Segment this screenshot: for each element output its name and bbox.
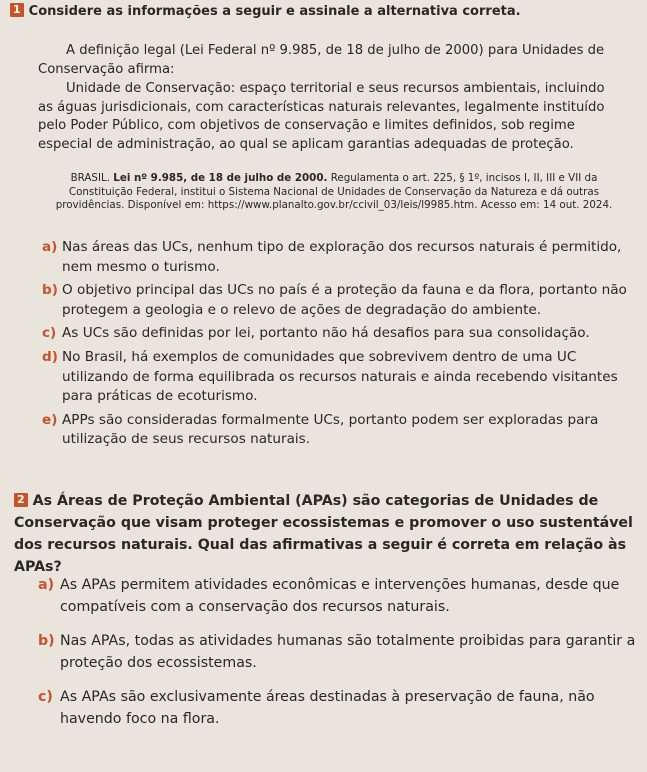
option-text: As APAs são exclusivamente áreas destinadas à preservação de fauna, não havendo foco na flora.	[60, 689, 595, 727]
legal-quote	[38, 42, 618, 155]
option-letter: c)	[42, 325, 57, 342]
quote-body: Unidade de Conservação: espaço territorial e seus recursos ambientais, incluindo as águas jurisdicionais, com características naturais relevantes, legalmente instituído pelo Poder Público, com objetivos de conservação e limites definidos, sob regime especial de administração, ao qual se aplicam garantias adequadas de proteção.	[38, 81, 605, 152]
option-letter: a)	[38, 577, 55, 593]
quote-intro: A definição legal (Lei Federal nº 9.985, de 18 de julho de 2000) para Unidades de Conservação afirma:	[38, 43, 605, 77]
option-text: O objetivo principal das UCs no país é a proteção da fauna e da flora, portanto não protegem a geologia e o relevo de ações de degradação do ambiente.	[62, 282, 627, 318]
option-letter: a)	[42, 239, 58, 255]
option-letter: b)	[42, 282, 58, 299]
option-text: APPs são consideradas formalmente UCs, portanto podem ser exploradas para utilização de seus recursos naturais.	[62, 411, 599, 448]
q2-option-b[interactable]	[38, 631, 638, 674]
ref-rest: Regulamenta o art. 225, § 1º, incisos I, II, III e VII da Constituição Federal, institui o Sistema Nacional de Unidades de Conservação da Natureza e dá outras providências. Disponível em: https://www.planalto.gov.br/ccivil_03/leis/l9985.htm. Acesso em: 14 out. 2024.	[55, 172, 613, 212]
ref-author: BRASIL.	[70, 172, 111, 184]
q1-option-b[interactable]	[42, 281, 632, 320]
q1-option-d[interactable]	[42, 348, 632, 407]
question-1-options	[42, 238, 632, 454]
option-text: Nas áreas das UCs, nenhum tipo de exploração dos recursos naturais é permitido, nem mesmo o turismo.	[62, 239, 622, 275]
bibliographic-reference	[44, 172, 624, 213]
option-text: No Brasil, há exemplos de comunidades que sobrevivem dentro de uma UC utilizando de forma equilibrada os recursos naturais e ainda recebendo visitantes para práticas de ecoturismo.	[62, 348, 618, 405]
option-letter: d)	[42, 348, 58, 365]
q1-option-e[interactable]	[42, 411, 632, 450]
q1-option-a[interactable]	[42, 238, 632, 277]
option-letter: e)	[42, 411, 58, 428]
question-2-heading-text: As Áreas de Proteção Ambiental (APAs) são categorias de Unidades de Conservação que visam proteger ecossistemas e promover o uso sustentável dos recursos naturais. Qual das afirmativas a seguir é correta em relação às APAs?	[14, 493, 633, 575]
q1-option-c[interactable]	[42, 324, 632, 344]
option-text: As APAs permitem atividades econômicas e intervenções humanas, desde que compatíveis com a conservação dos recursos naturais.	[60, 577, 620, 615]
option-text: As UCs são definidas por lei, portanto não há desafios para sua consolidação.	[62, 325, 590, 342]
question-2-options	[38, 575, 638, 743]
ref-title: Lei nº 9.985, de 18 de julho de 2000.	[113, 172, 328, 184]
question-2-number-badge: 2	[14, 493, 28, 507]
question-1-heading	[10, 3, 521, 19]
q2-option-a[interactable]	[38, 575, 638, 618]
question-1-number-badge: 1	[10, 3, 24, 17]
q2-option-c[interactable]	[38, 687, 638, 730]
option-letter: c)	[38, 689, 53, 705]
question-1-heading-text: Considere as informações a seguir e assinale a alternativa correta.	[28, 4, 521, 19]
option-letter: b)	[38, 633, 55, 649]
question-2-heading	[14, 490, 634, 578]
option-text: Nas APAs, todas as atividades humanas são totalmente proibidas para garantir a proteção dos ecossistemas.	[60, 633, 636, 671]
